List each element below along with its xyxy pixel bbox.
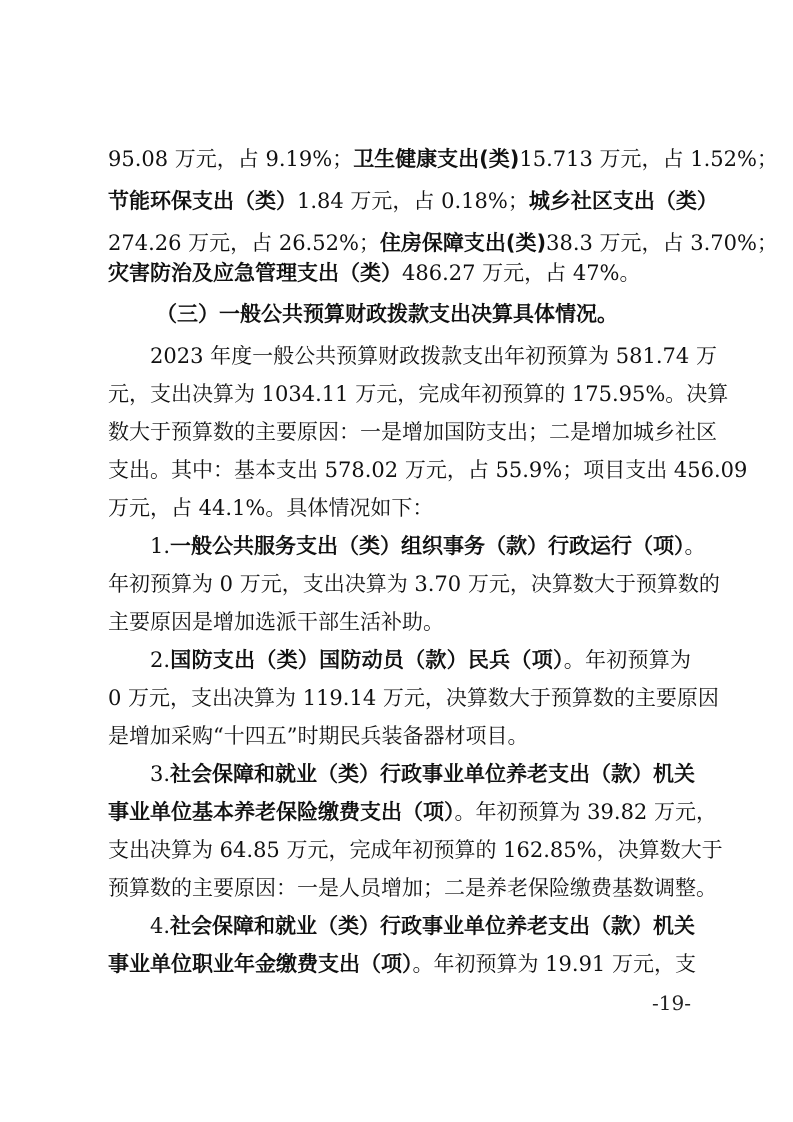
bold-text-segment: 社会保障和就业（类）行政事业单位养老支出（款）机关	[170, 762, 696, 786]
text-segment: 支出。其中：基本支出 578.02 万元，占 55.9%；项目支出 456.09	[108, 458, 748, 482]
bold-text-segment: 事业单位基本养老保险缴费支出（项）	[108, 800, 455, 824]
text-segment: 。年初预算为 19.91 万元，支	[412, 952, 696, 976]
text-segment: 15.713 万元，占 1.52%；	[519, 147, 778, 171]
bold-text-segment: 一般公共服务支出（类）组织事务（款）行政运行（项）	[170, 534, 685, 558]
item-heading-line	[150, 756, 696, 792]
bold-text-segment: 事业单位职业年金缴费支出（项）	[108, 952, 413, 976]
bold-text-segment: 社会保障和就业（类）行政事业单位养老支出（款）机关	[170, 914, 696, 938]
text-segment: 支出决算为 64.85 万元，完成年初预算的 162.85%，决算数大于	[108, 838, 723, 862]
text-line	[108, 566, 720, 602]
page-number: -19-	[652, 991, 691, 1015]
text-segment: 是增加采购“十四五”时期民兵装备器材项目。	[108, 724, 529, 748]
text-segment: 。	[684, 534, 706, 558]
section-heading	[156, 296, 691, 332]
text-line	[108, 946, 696, 982]
text-line	[108, 490, 691, 526]
text-segment: 数大于预算数的主要原因：一是增加国防支出；二是增加城乡社区	[108, 420, 717, 444]
text-segment: 486.27 万元，占 47%。	[402, 261, 641, 285]
text-segment: 1.84 万元，占 0.18%；	[297, 189, 529, 213]
bold-text-segment: 城乡社区支出（类）	[528, 189, 718, 213]
text-line	[108, 718, 691, 754]
text-line	[108, 832, 723, 868]
text-line	[108, 414, 717, 450]
bold-text-segment: 国防支出（类）国防动员（款）民兵（项）	[170, 648, 564, 672]
text-line	[108, 183, 718, 219]
text-segment: 1.	[150, 534, 171, 558]
text-line	[150, 338, 717, 374]
text-segment: 。年初预算为 39.82 万元，	[454, 800, 717, 824]
text-line	[108, 604, 691, 640]
item-heading-line	[150, 908, 696, 944]
text-segment: 预算数的主要原因：一是人员增加；二是养老保险缴费基数调整。	[108, 876, 717, 900]
text-line	[108, 680, 719, 716]
text-segment: 年初预算为 0 万元，支出决算为 3.70 万元，决算数大于预算数的	[108, 572, 720, 596]
text-segment: 万元，占 44.1%。具体情况如下：	[108, 496, 434, 520]
text-line	[108, 794, 717, 830]
bold-text-segment: 灾害防治及应急管理支出（类）	[108, 261, 402, 285]
item-heading-line	[150, 642, 691, 678]
text-segment: 主要原因是增加选派干部生活补助。	[108, 610, 444, 634]
text-segment: 元，支出决算为 1034.11 万元，完成年初预算的 175.95%。决算	[108, 382, 729, 406]
item-heading-line	[150, 528, 706, 564]
bold-text-segment: 节能环保支出（类）	[108, 189, 297, 213]
text-line	[108, 452, 748, 488]
text-segment: 3.	[150, 762, 171, 786]
text-line	[108, 141, 778, 177]
text-segment: 0 万元，支出决算为 119.14 万元，决算数大于预算数的主要原因	[108, 686, 719, 710]
text-segment: 。年初预算为	[563, 648, 692, 672]
bold-text-segment: 卫生健康支出(类)	[353, 147, 520, 171]
bold-text-segment: 住房保障支出(类)	[379, 231, 547, 255]
text-line	[108, 255, 691, 291]
text-line	[108, 870, 717, 906]
text-segment: 4.	[150, 914, 171, 938]
text-line	[108, 376, 729, 412]
text-segment: 38.3 万元，占 3.70%；	[546, 231, 778, 255]
bold-text-segment: （三）一般公共预算财政拨款支出决算具体情况。	[156, 302, 618, 326]
text-segment: 274.26 万元，占 26.52%；	[108, 231, 380, 255]
text-segment: 2023 年度一般公共预算财政拨款支出年初预算为 581.74 万	[150, 344, 717, 368]
text-segment: 95.08 万元，占 9.19%；	[108, 147, 354, 171]
text-segment: 2.	[150, 648, 171, 672]
